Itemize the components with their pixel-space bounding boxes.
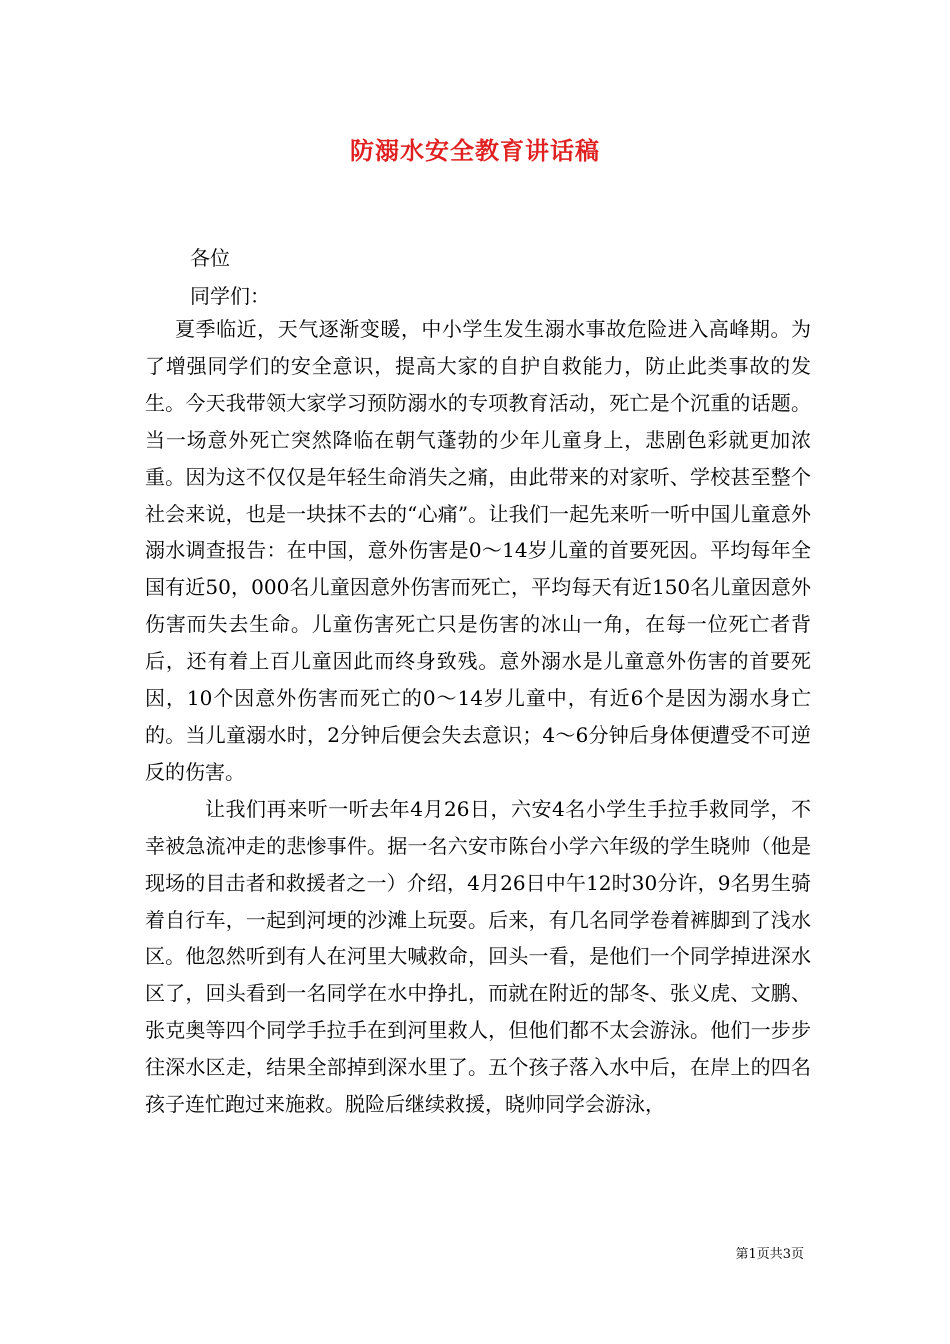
paragraph-2: 让我们再来听一听去年4月26日，六安4名小学生手拉手救同学，不幸被急流冲走的悲惨事件。据一名六安市陈台小学六年级的学生晓帅（他是现场的目击者和救援者之一）介绍，4月26日中午12时30分许，9名男生骑着自行车，一起到河埂的沙滩上玩耍。后来，有几名同学卷着裤脚到了浅水区。他忽然听到有人在河里大喊救命，回头一看，是他们一个同学掉进深水区了，回头看到一名同学在水中挣扎，而就在附近的郜冬、张义虎、文鹏、张克奥等四个同学手拉手在到河里救人，但他们都不太会游泳。他们一步步往深水区走，结果全部掉到深水里了。五个孩子落入水中后，在岸上的四名孩子连忙跑过来施救。脱险后继续救援，晓帅同学会游泳，: [145, 796, 811, 1117]
salutation-line-1: 各位: [190, 246, 230, 270]
document-title: 防溺水安全教育讲话稿: [350, 136, 600, 165]
document-body: [145, 311, 811, 1123]
paragraph-1: 夏季临近，天气逐渐变暖，中小学生发生溺水事故危险进入高峰期。为了增强同学们的安全意识，提高大家的自护自救能力，防止此类事故的发生。今天我带领大家学习预防溺水的专项教育活动，死亡是个沉重的话题。当一场意外死亡突然降临在朝气蓬勃的少年儿童身上，悲剧色彩就更加浓重。因为这不仅仅是年轻生命消失之痛，由此带来的对家听、学校甚至整个社会来说，也是一块抹不去的“心痛”。让我们一起先来听一听中国儿童意外溺水调查报告：在中国，意外伤害是0～14岁儿童的首要死因。平均每年全国有近50，000名儿童因意外伤害而死亡，平均每天有近150名儿童因意外伤害而失去生命。儿童伤害死亡只是伤害的冰山一角，在每一位死亡者背后，还有着上百儿童因此而终身致残。意外溺水是儿童意外伤害的首要死因，10个因意外伤害而死亡的0～14岁儿童中，有近6个是因为溺水身亡的。当儿童溺水时，2分钟后便会失去意识；4～6分钟后身体便遭受不可逆反的伤害。: [145, 317, 811, 784]
salutation-line-2: 同学们：: [190, 284, 270, 308]
page-number-footer: 第1页共3页: [735, 1247, 804, 1262]
